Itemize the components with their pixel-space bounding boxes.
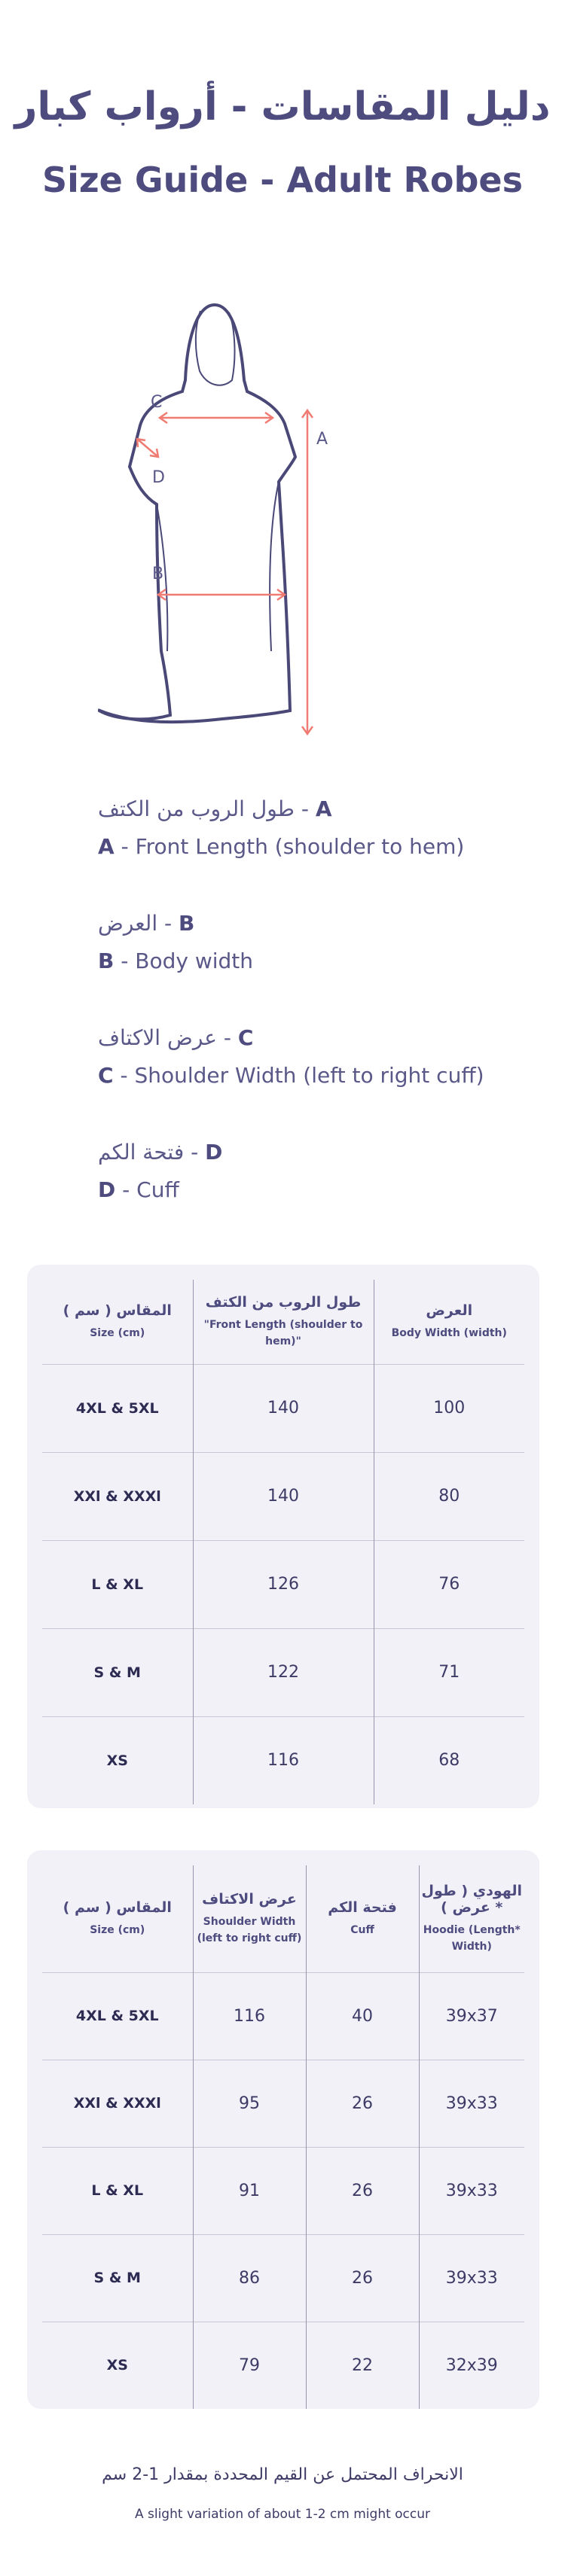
label-d: D <box>152 468 165 487</box>
cell-cuff: 22 <box>306 2322 419 2409</box>
cell-size: XS <box>42 2322 193 2409</box>
legend-arabic: فتحة الكم <box>98 1140 185 1165</box>
cell-size: 4XL & 5XL <box>42 1364 193 1452</box>
cell-hoodie: 39x33 <box>419 2060 524 2147</box>
cell-front-length: 140 <box>193 1364 374 1452</box>
cell-body-width: 68 <box>374 1716 524 1804</box>
cell-shoulder-width: 86 <box>193 2234 306 2322</box>
legend-english: Front Length (shoulder to hem) <box>135 834 465 859</box>
table-header-row <box>42 1280 524 1364</box>
cell-body-width: 100 <box>374 1364 524 1452</box>
cell-size: XS <box>42 1716 193 1804</box>
table-row <box>42 1364 524 1452</box>
table-row <box>42 1540 524 1628</box>
measure-d-arrow <box>137 439 158 457</box>
robe-fold-right <box>270 482 279 651</box>
cell-front-length: 126 <box>193 1540 374 1628</box>
size-table-2-card <box>27 1850 539 2409</box>
measure-c-arrow <box>160 413 273 423</box>
cell-hoodie: 32x39 <box>419 2322 524 2409</box>
header-body-width: العرض Body Width (width) <box>391 1302 507 1339</box>
table-row <box>42 2147 524 2234</box>
cell-hoodie: 39x33 <box>419 2147 524 2234</box>
hood-inner <box>196 311 235 385</box>
table-row <box>42 1716 524 1804</box>
legend-item-d: D - فتحة الكم D - Cuff <box>98 1140 223 1202</box>
robe-diagram <box>98 297 384 741</box>
table-row <box>42 2322 524 2409</box>
legend-item-a: A - طول الروب من الكتف A - Front Length (shoulder to hem) <box>98 796 465 859</box>
cell-cuff: 40 <box>306 1972 419 2060</box>
cell-size: S & M <box>42 1628 193 1716</box>
legend-english: Cuff <box>136 1177 179 1202</box>
legend-key: C <box>98 1063 114 1088</box>
legend-key: B <box>98 948 115 973</box>
title-english: Size Guide - Adult Robes <box>42 160 523 200</box>
note-arabic: الانحراف المحتمل عن القيم المحددة بمقدار 1-2 سم <box>102 2465 463 2484</box>
cell-shoulder-width: 91 <box>193 2147 306 2234</box>
note-english: A slight variation of about 1-2 cm might occur <box>134 2507 431 2522</box>
legend-key: C <box>237 1025 254 1050</box>
label-b: B <box>152 565 164 583</box>
legend-key: A <box>98 834 115 859</box>
robe-outline <box>98 305 295 722</box>
legend-item-b: B - العرض B - Body width <box>98 911 254 973</box>
legend-key: D <box>98 1177 116 1202</box>
table-row <box>42 1452 524 1540</box>
cell-size: 4XL & 5XL <box>42 1972 193 2060</box>
cell-front-length: 122 <box>193 1628 374 1716</box>
table-row <box>42 2060 524 2147</box>
label-c: C <box>151 393 163 412</box>
table-header-row <box>42 1865 524 1972</box>
cell-body-width: 71 <box>374 1628 524 1716</box>
legend-key: A <box>315 796 332 821</box>
cell-size: XXl & XXXl <box>42 2060 193 2147</box>
cell-hoodie: 39x33 <box>419 2234 524 2322</box>
legend-english: Shoulder Width (left to right cuff) <box>134 1063 484 1088</box>
cell-size: S & M <box>42 2234 193 2322</box>
cell-body-width: 76 <box>374 1540 524 1628</box>
cell-size: L & XL <box>42 1540 193 1628</box>
legend-key: D <box>205 1140 223 1165</box>
size-table-1-card <box>27 1265 539 1808</box>
title-arabic: دليل المقاسات - أرواب كبار <box>14 84 551 129</box>
cell-cuff: 26 <box>306 2060 419 2147</box>
label-a: A <box>316 430 328 449</box>
cell-shoulder-width: 79 <box>193 2322 306 2409</box>
measurement-legend <box>98 790 520 1248</box>
table-row <box>42 1972 524 2060</box>
legend-key: B <box>179 911 195 936</box>
header-shoulder-width: عرض الاكتاف Shoulder Width (left to right cuff) <box>193 1865 306 1972</box>
legend-english: Body width <box>135 948 254 973</box>
table-row <box>42 2234 524 2322</box>
header-cuff: فتحة الكم Cuff <box>306 1865 419 1972</box>
header-front-length: طول الروب من الكتف "Front Length (shoulder to hem)" <box>193 1280 374 1364</box>
cell-hoodie: 39x37 <box>419 1972 524 2060</box>
cell-size: L & XL <box>42 2147 193 2234</box>
header-size: المقاس ( سم ) Size (cm) <box>42 1865 193 1972</box>
size-table-2 <box>42 1865 524 2409</box>
table-row <box>42 1628 524 1716</box>
cell-body-width: 80 <box>374 1452 524 1540</box>
cell-shoulder-width: 116 <box>193 1972 306 2060</box>
cell-cuff: 26 <box>306 2234 419 2322</box>
header-hoodie: الهودي ( طول * عرض ) Hoodie (Length* Width) <box>421 1882 522 1953</box>
legend-arabic: طول الروب من الكتف <box>98 796 295 821</box>
legend-arabic: عرض الاكتاف <box>98 1025 217 1050</box>
measure-a-arrow <box>302 410 313 734</box>
legend-arabic: العرض <box>98 911 158 936</box>
cell-front-length: 116 <box>193 1716 374 1804</box>
header-size: المقاس ( سم ) Size (cm) <box>42 1280 193 1364</box>
cell-shoulder-width: 95 <box>193 2060 306 2147</box>
cell-size: XXl & XXXl <box>42 1452 193 1540</box>
measure-b-arrow <box>158 589 285 600</box>
legend-item-c: C - عرض الاكتاف C - Shoulder Width (left to right cuff) <box>98 1025 484 1088</box>
size-table-1 <box>42 1280 524 1804</box>
cell-cuff: 26 <box>306 2147 419 2234</box>
cell-front-length: 140 <box>193 1452 374 1540</box>
